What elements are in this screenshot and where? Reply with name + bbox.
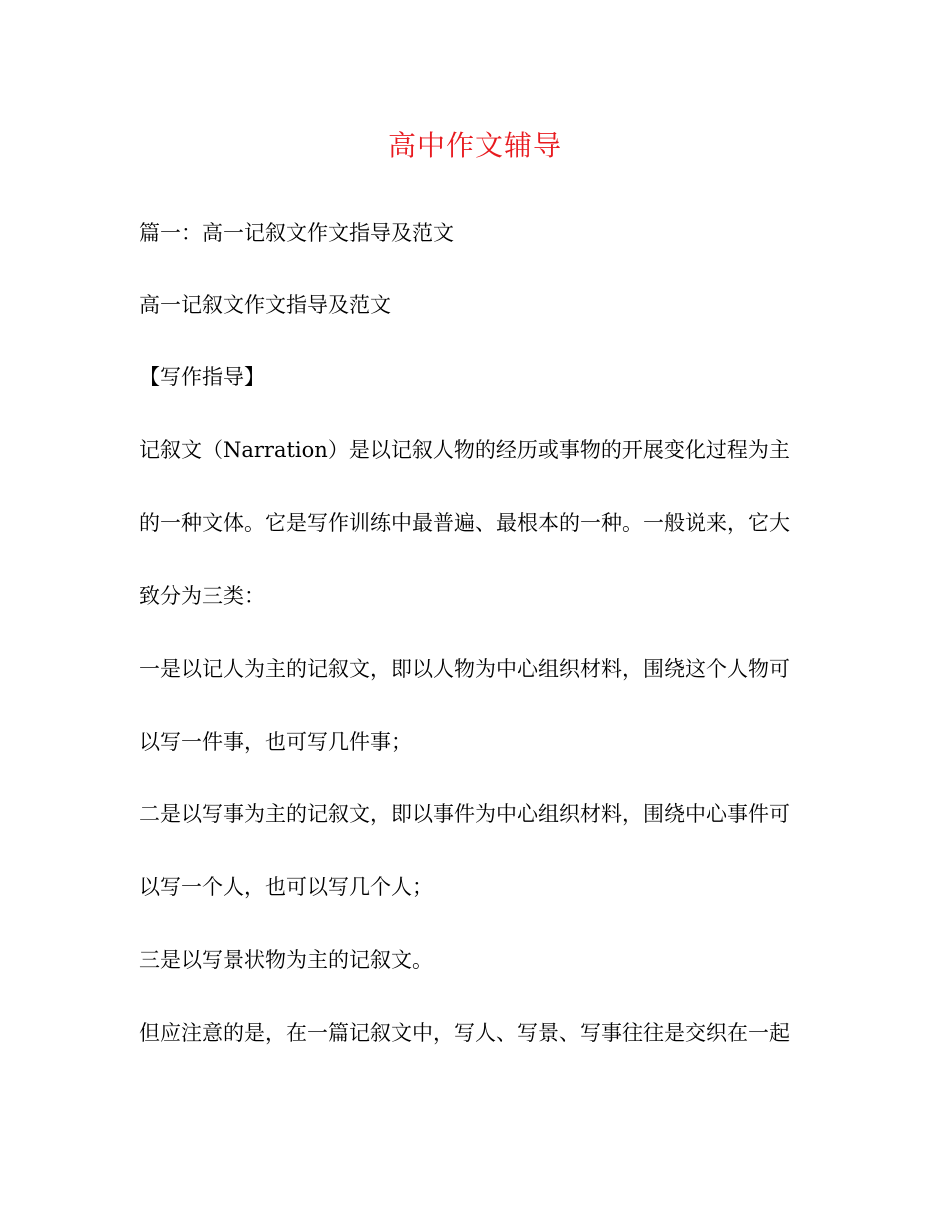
paragraph-line: 一是以记人为主的记叙文，即以人物为中心组织材料，围绕这个人物可 — [139, 657, 790, 681]
paragraph-line: 三是以写景状物为主的记叙文。 — [139, 948, 433, 972]
paragraph-line: 的一种文体。它是写作训练中最普遍、最根本的一种。一般说来，它大 — [139, 511, 790, 535]
paragraph-line: 以写一个人，也可以写几个人； — [139, 875, 433, 899]
paragraph-line: 记叙文（Narration）是以记叙人物的经历或事物的开展变化过程为主 — [139, 438, 790, 462]
section-heading: 篇一：高一记叙文作文指导及范文 — [139, 221, 454, 245]
article-title: 高一记叙文作文指导及范文 — [139, 293, 391, 317]
paragraph-line: 但应注意的是，在一篇记叙文中，写人、写景、写事往往是交织在一起 — [139, 1021, 790, 1045]
writing-guide-heading: 【写作指导】 — [139, 365, 265, 389]
document-title: 高中作文辅导 — [387, 129, 562, 162]
paragraph-line: 致分为三类： — [139, 584, 265, 608]
paragraph-line: 以写一件事，也可写几件事； — [139, 730, 412, 754]
paragraph-line: 二是以写事为主的记叙文，即以事件为中心组织材料，围绕中心事件可 — [139, 802, 790, 826]
